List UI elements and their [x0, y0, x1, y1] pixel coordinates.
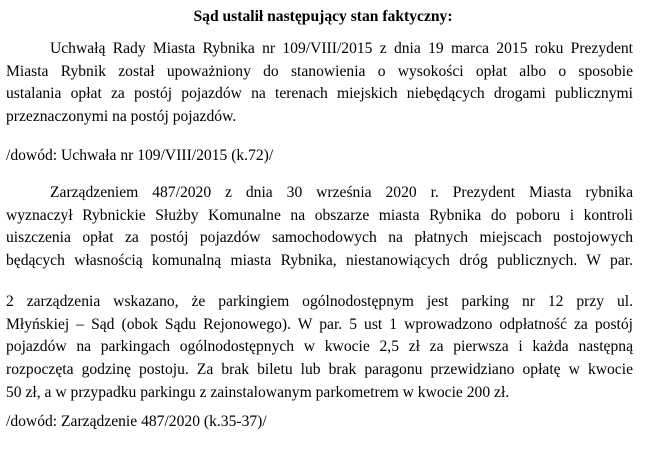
paragraph-line: wyznaczył Rybnickie Służby Komunalne na obszarze miasta Rybnika do poboru i kontroli	[6, 206, 633, 224]
paragraph-line: uiszczenia opłat za postój pojazdów samochodowych na płatnych miejscach postojowych	[6, 229, 633, 247]
paragraph-line: Młyńskiej – Sąd (obok Sądu Rejonowego). W par. 5 ust 1 wprowadzono odpłatność za postój	[6, 315, 633, 333]
paragraph-line: pojazdów na parkingach ogólnodostępnych w kwocie 2,5 zł za pierwsza i każda następną	[6, 338, 633, 356]
paragraph-line: 2 zarządzenia wskazano, że parkingiem ogólnodostępnym jest parking nr 12 przy ul.	[6, 293, 633, 310]
section-heading: Sąd ustalił następujący stan faktyczny:	[193, 8, 453, 25]
paragraph-line: Uchwałą Rady Miasta Rybnika nr 109/VIII/2015 z dnia 19 marca 2015 roku Prezydent	[50, 40, 633, 57]
evidence-note: /dowód: Zarządzenie 487/2020 (k.35-37)/	[6, 413, 267, 430]
paragraph-line: Miasta Rybnik został upoważniony do stanowienia o wysokości opłat albo o sposobie	[6, 62, 633, 80]
paragraph-line: będących własnością komunalną miasta Rybnika, niestanowiących dróg publicznych. W par.	[6, 252, 633, 270]
evidence-note: /dowód: Uchwała nr 109/VIII/2015 (k.72)/	[6, 147, 274, 164]
paragraph-line: Zarządzeniem 487/2020 z dnia 30 września 2020 r. Prezydent Miasta rybnika	[50, 184, 633, 201]
paragraph-resolution	[6, 38, 633, 129]
paragraph-line: 50 zł, a w przypadku parkingu z zainstalowanym parkometrem w kwocie 200 zł.	[6, 383, 510, 401]
paragraph-line: przeznaczonymi na postój pojazdów.	[6, 108, 237, 126]
paragraph-line: ustalania opłat za postój pojazdów na terenach miejskich niebędących drogami publicznymi	[6, 85, 633, 103]
paragraph-parking-fees	[6, 291, 633, 405]
paragraph-line: rozpoczęta godzinę postoju. Za brak biletu lub brak paragonu przewidziano opłatę w kwocie	[6, 361, 633, 379]
paragraph-ordinance	[6, 182, 633, 273]
